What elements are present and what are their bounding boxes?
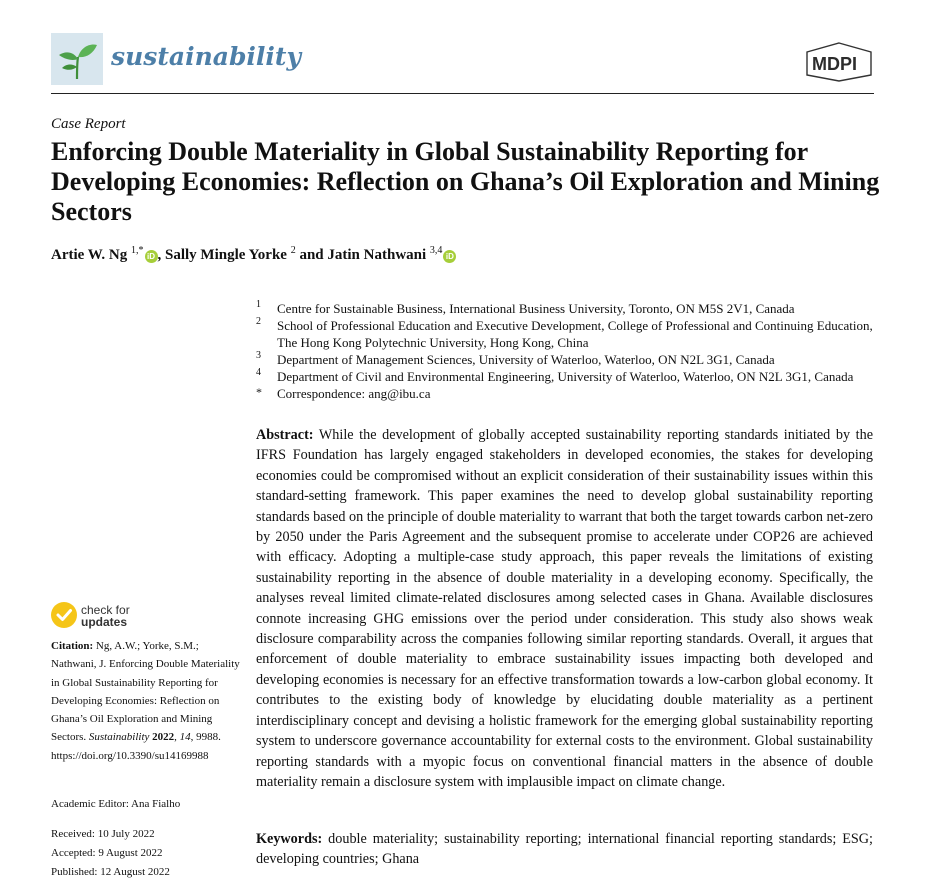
author-name[interactable]: Jatin Nathwani — [327, 247, 427, 263]
published-date: Published: 12 August 2022 — [51, 866, 170, 878]
abstract — [256, 425, 873, 792]
journal-name: sustainability — [111, 42, 301, 71]
keywords-text: double materiality; sustainability reporting; international financial reporting standards; ESG; developing countries; Ghana — [256, 831, 873, 868]
accepted-date: Accepted: 9 August 2022 — [51, 847, 163, 859]
article-type: Case Report — [51, 116, 126, 132]
author-name[interactable]: Sally Mingle Yorke — [165, 247, 287, 263]
affiliation-marker: 3 — [256, 350, 261, 361]
citation-journal: Sustainability — [88, 731, 150, 744]
affiliation-text: Centre for Sustainable Business, International Business University, Toronto, ON M5S 2V1, Canada — [277, 301, 795, 316]
citation-pages: , 9988. — [190, 731, 221, 744]
affiliation-text: School of Professional Education and Executive Development, College of Professional and Continuing Education, The Hong Kong Polytechnic University, Hong Kong, China — [277, 318, 873, 350]
author-list — [51, 245, 456, 264]
check-for-updates-button[interactable] — [81, 604, 130, 628]
journal-logo — [51, 33, 103, 85]
article-title: Enforcing Double Materiality in Global Sustainability Reporting for Developing Economies: Reflection on Ghana’s Oil Exploration and Mining Sectors — [51, 137, 880, 226]
academic-editor: Academic Editor: Ana Fialho — [51, 798, 181, 810]
affiliation-text: Department of Civil and Environmental Engineering, University of Waterloo, Waterloo, ON N2L 3G1, Canada — [277, 369, 854, 384]
check-for-updates-line2: updates — [81, 615, 128, 629]
author-separator: and — [295, 247, 328, 263]
author-affiliation-marker: 2 — [290, 245, 296, 256]
checkmark-icon — [51, 602, 77, 628]
citation-volume: 14 — [179, 731, 191, 744]
affiliation-text: Department of Management Sciences, University of Waterloo, Waterloo, ON N2L 3G1, Canada — [277, 352, 775, 367]
received-date: Received: 10 July 2022 — [51, 828, 155, 840]
check-for-updates-icon[interactable] — [51, 602, 77, 628]
keywords — [256, 829, 873, 870]
citation-label: Citation: — [51, 640, 94, 652]
check-for-updates-line1: check for — [81, 603, 130, 617]
abstract-text: While the development of globally accepted sustainability reporting standards initiated by the IFRS Foundation has largely engaged stakeholders in developed economies, the stakes for developing economies could be compromised without an explicit consideration of their sustainability issues within this standard-setting framework. This paper examines the need to develop global sustainability reporting standards based on the principle of double materiality to warrant that both the target towards carbon net-zero by 2050 under the Paris Agreement and the subsequent promise to accelerate under COP26 are achieved with efficacy. Adopting a multiple-case study approach, this paper reveals the limitations of existing sustainability reporting in the absence of double materiality in a developing economy. Specifically, the analyses reveal limited climate-related disclosures among selected cases in Ghana. Available disclosures connote increasing GHG emissions over the period under consideration. This study also shows weak disclosure comparability across the companies following similar reporting standards. Overall, it argues that enforcement of double materiality to embrace sustainability issues impacting both developed and developing economies is necessary for an effective transformation towards a low-carbon global economy. It contributes to the existing body of knowledge by elucidating double materiality as a pertinent interdisciplinary concept and devising a holistic framework for the emerging global sustainability reporting system to underscore governance accountability for external costs to the environment. Global sustainability reporting standards with a myopic focus on conventional financial matters in the absence of double materiality remain a disclosure system with implausible impact on climate change. — [256, 427, 874, 790]
header-divider — [51, 93, 874, 94]
publisher-name: MDPI — [812, 54, 857, 74]
correspondence-text: Correspondence: ang@ibu.ca — [277, 386, 431, 401]
correspondence-marker: * — [256, 385, 262, 399]
author-name[interactable]: Artie W. Ng — [51, 247, 128, 263]
affiliation-marker: 1 — [256, 299, 261, 310]
author-separator: , — [157, 247, 165, 263]
citation-year: 2022 — [152, 731, 175, 744]
keywords-label: Keywords: — [256, 831, 323, 847]
affiliation-marker: 4 — [256, 367, 261, 378]
affiliation-marker: 2 — [256, 316, 261, 327]
orcid-icon[interactable]: iD — [145, 250, 158, 263]
orcid-icon[interactable]: iD — [443, 250, 456, 263]
citation: Citation: Ng, A.W.; Yorke, S.M.; Nathwani, J. Enforcing Double Materiality in Global Sustainability Reporting for Developing Economies: Reflection on Ghana’s Oil Exploration and Mining Sectors. Sustainability 2022, 14, 9988. https://doi.org/10.3390/su14169988 — [51, 640, 240, 762]
seedling-icon — [51, 33, 103, 85]
author-affiliation-marker: 3,4 — [429, 245, 443, 256]
abstract-label: Abstract: — [256, 427, 314, 443]
citation-text: Ng, A.W.; Yorke, S.M.; Nathwani, J. Enforcing Double Materiality in Global Sustainability Reporting for Developing Economies: Reflection on Ghana’s Oil Exploration and Mining Sectors. — [51, 640, 240, 744]
author-affiliation-marker: 1,* — [131, 245, 144, 256]
citation-doi-link[interactable]: https://doi.org/10.3390/su14169988 — [51, 749, 209, 762]
